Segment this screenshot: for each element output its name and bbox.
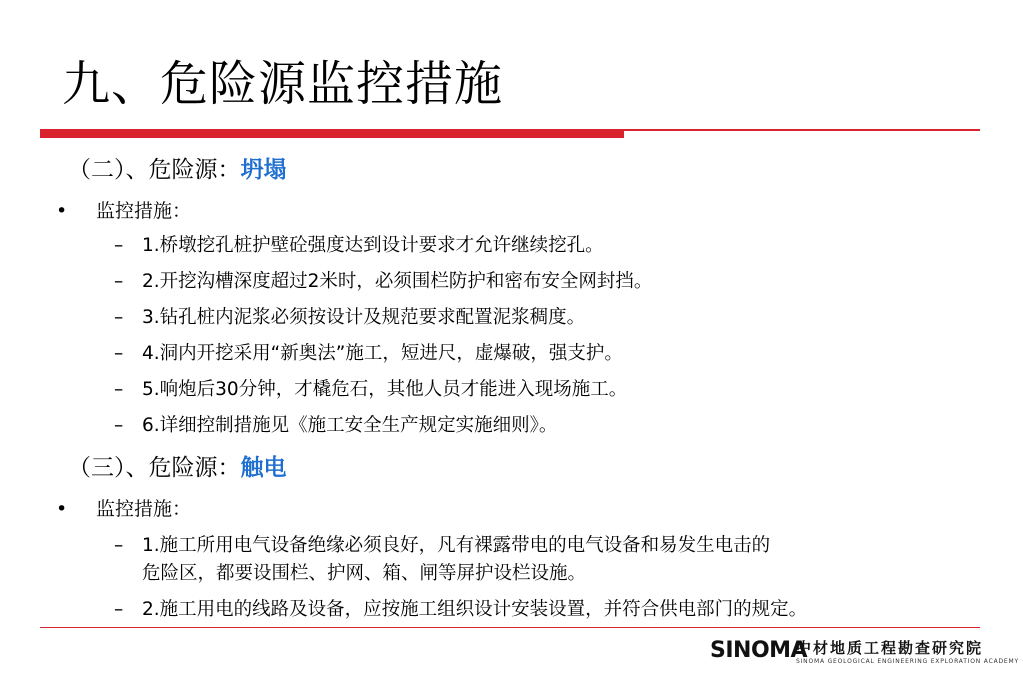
section-heading-electric-shock	[68, 452, 287, 484]
bullet-icon: •	[56, 498, 68, 520]
dash-icon: –	[114, 599, 124, 620]
sub-item-text: 6.详细控制措施见《施工安全生产规定实施细则》。	[142, 415, 558, 436]
logo-english-name: SINOMA GEOLOGICAL ENGINEERING EXPLORATION ACADEMY	[796, 658, 1019, 665]
dash-icon: –	[114, 415, 124, 436]
sub-item-text-continued: 危险区，都要设围栏、护网、箱、闸等屏护设栏设施。	[142, 563, 587, 584]
title-rule-accent	[40, 130, 624, 138]
sub-item-text: 4.洞内开挖采用“新奥法”施工，短进尺，虚爆破，强支护。	[142, 343, 623, 364]
bullet-label: 监控措施：	[96, 200, 192, 222]
bullet-label: 监控措施：	[96, 498, 192, 520]
dash-icon: –	[114, 271, 124, 292]
section-heading-prefix: （二）、危险源：	[68, 157, 241, 183]
sub-item-text: 2.施工用电的线路及设备，应按施工组织设计安装设置，并符合供电部门的规定。	[142, 599, 808, 620]
sub-item-text: 3.钻孔桩内泥浆必须按设计及规范要求配置泥浆稠度。	[142, 307, 586, 328]
sub-item-text: 5.响炮后30分钟，才橇危石，其他人员才能进入现场施工。	[142, 379, 628, 400]
dash-icon: –	[114, 535, 124, 556]
dash-icon: –	[114, 343, 124, 364]
slide-title: 九、危险源监控措施	[62, 56, 504, 112]
bullet-icon: •	[56, 200, 68, 222]
logo-wordmark: SINOMA	[710, 638, 808, 663]
section-heading-prefix: （三）、危险源：	[68, 455, 241, 481]
footer-rule	[40, 627, 980, 628]
sub-item-text: 1.施工所用电气设备绝缘必须良好，凡有裸露带电的电气设备和易发生电击的	[142, 535, 771, 556]
sub-item-text: 1.桥墩挖孔桩护壁砼强度达到设计要求才允许继续挖孔。	[142, 235, 604, 256]
sinoma-logo	[710, 638, 1019, 670]
section-heading-topic: 坍塌	[240, 157, 287, 183]
dash-icon: –	[114, 307, 124, 328]
section-heading-topic: 触电	[240, 455, 287, 481]
logo-chinese-name: 中材地质工程勘查研究院	[796, 639, 984, 657]
section-heading-collapse	[68, 154, 287, 186]
dash-icon: –	[114, 379, 124, 400]
sub-item-text: 2.开挖沟槽深度超过2米时，必须围栏防护和密布安全网封挡。	[142, 271, 653, 292]
dash-icon: –	[114, 235, 124, 256]
